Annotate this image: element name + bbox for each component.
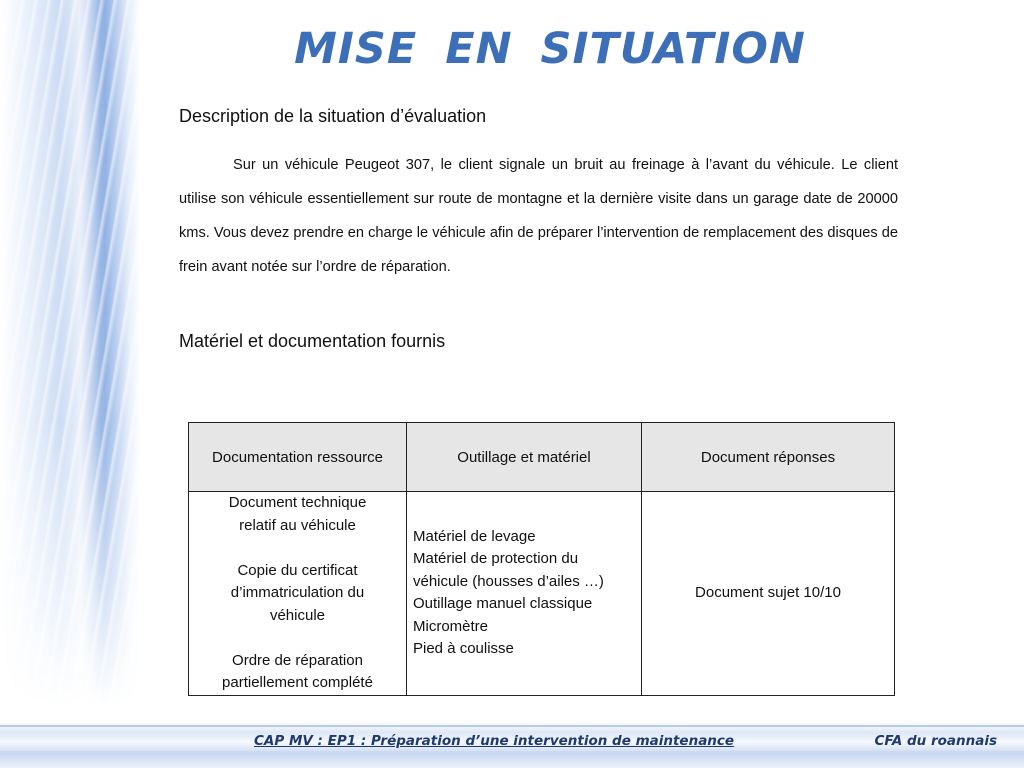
- description-heading: Description de la situation d’évaluation: [179, 106, 487, 126]
- header-document-reponses: Document réponses: [642, 423, 895, 492]
- footer-organization: CFA du roannais: [874, 733, 997, 749]
- materiel-heading: Matériel et documentation fournis: [179, 331, 446, 351]
- doc-item-line: d’immatriculation du: [230, 584, 365, 601]
- documentation-cell: [189, 492, 407, 696]
- outillage-item: Pied à coulisse: [413, 640, 514, 658]
- reponses-cell: Document sujet 10/10: [642, 492, 895, 696]
- outillage-item: Matériel de levage: [413, 527, 536, 545]
- doc-item-line: Ordre de réparation: [232, 651, 363, 669]
- header-documentation-ressource: Documentation ressource: [189, 423, 407, 492]
- footer-course-title: CAP MV : EP1 : Préparation d’une intervention de maintenance: [254, 733, 735, 749]
- table-header-row: [189, 423, 895, 492]
- doc-item-line: relatif au véhicule: [239, 516, 356, 534]
- footer-bar: [0, 721, 1024, 768]
- materiel-table: [188, 422, 895, 696]
- table-row: [189, 492, 895, 696]
- outillage-item: Outillage manuel classique: [413, 595, 593, 613]
- outillage-item: Micromètre: [413, 617, 489, 635]
- outillage-item: Matériel de protection du: [413, 550, 579, 568]
- page-title: MISE EN SITUATION: [294, 24, 806, 74]
- doc-item-line: partiellement complété: [222, 674, 373, 691]
- decorative-side-band: [0, 0, 140, 768]
- outillage-item: véhicule (housses d’ailes …): [413, 572, 604, 590]
- header-outillage-materiel: Outillage et matériel: [407, 423, 642, 492]
- doc-item-line: Document technique: [228, 494, 367, 511]
- outillage-cell: [407, 492, 642, 696]
- situation-paragraph: Sur un véhicule Peugeot 307, le client signale un bruit au freinage à l’avant du véhicule. Le client utilise son véhicule essentiellement sur route de montagne et la dernière visite dans un garage date de 20000 kms. Vous devez prendre en charge le véhicule afin de préparer l’intervention de remplacement des disques de frein avant notée sur l’ordre de réparation.: [179, 157, 898, 275]
- doc-item-line: véhicule: [269, 606, 326, 624]
- doc-item-line: Copie du certificat: [237, 561, 358, 579]
